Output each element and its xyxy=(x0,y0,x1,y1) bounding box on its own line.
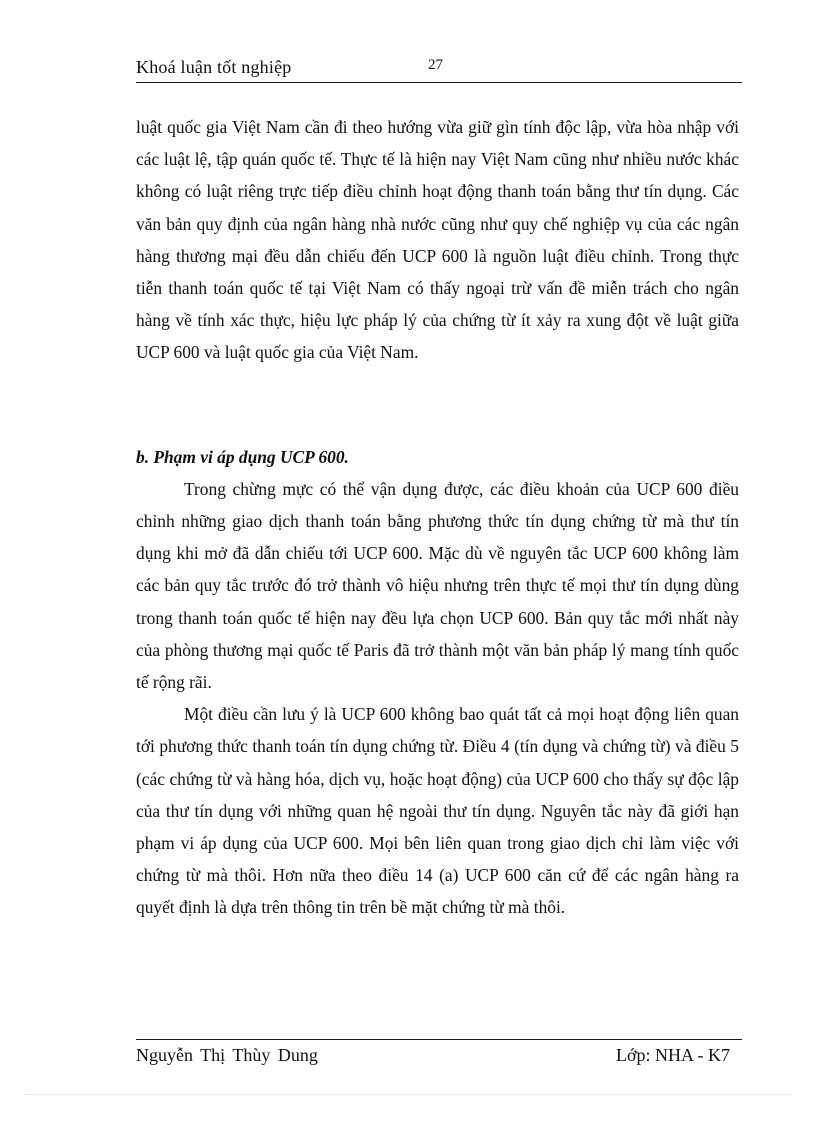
page-header xyxy=(136,52,742,83)
paragraph-note: Một điều cần lưu ý là UCP 600 không bao quát tất cả mọi hoạt động liên quan tới phương thức thanh toán tín dụng chứng từ. Điều 4 (tín dụng và chứng từ) và điều 5 (các chứng từ và hàng hóa, dịch vụ, hoặc hoạt động) của UCP 600 cho thấy sự độc lập của thư tín dụng với những quan hệ ngoài thư tín dụng. Nguyên tắc này đã giới hạn phạm vi áp dụng của UCP 600. Mọi bên liên quan trong giao dịch chỉ làm việc với chứng từ mà thôi. Hơn nữa theo điều 14 (a) UCP 600 căn cứ để các ngân hàng ra quyết định là dựa trên thông tin trên bề mặt chứng từ mà thôi. xyxy=(136,704,739,918)
document-body xyxy=(136,111,739,924)
intro-paragraph: luật quốc gia Việt Nam cần đi theo hướng vừa giữ gìn tính độc lập, vừa hòa nhập với các luật lệ, tập quán quốc tế. Thực tế là hiện nay Việt Nam cũng như nhiều nước khác không có luật riêng trực tiếp điều chỉnh hoạt động thanh toán bằng thư tín dụng. Các văn bản quy định của ngân hàng nhà nước cũng như quy chế nghiệp vụ của các ngân hàng thương mại đều dẫn chiếu đến UCP 600 là nguồn luật điều chỉnh. Trong thực tiễn thanh toán quốc tế tại Việt Nam có thấy ngoại trừ vấn đề miễn trách cho ngân hàng về tính xác thực, hiệu lực pháp lý của chứng từ ít xảy ra xung đột về luật giữa UCP 600 và luật quốc gia của Việt Nam. xyxy=(136,117,739,363)
section-heading: b. Phạm vi áp dụng UCP 600. xyxy=(136,446,349,467)
author-name: Nguyễn Thị Thùy Dung xyxy=(136,1045,318,1065)
class-label: Lớp: NHA - K7 xyxy=(615,1045,730,1065)
paragraph-scope: Trong chừng mực có thể vận dụng được, các điều khoản của UCP 600 điều chỉnh những giao dịch thanh toán bằng phương thức tín dụng chứng từ mà thư tín dụng khi mở đã dẫn chiếu tới UCP 600. Mặc dù về nguyên tắc UCP 600 không làm các bản quy tắc trước đó trở thành vô hiệu nhưng trên thực tế mọi thư tín dụng dùng trong thanh toán quốc tế hiện nay đều lựa chọn UCP 600. Bản quy tắc mới nhất này của phòng thương mại quốc tế Paris đã trở thành một văn bản pháp lý mang tính quốc tế rộng rãi. xyxy=(136,478,739,693)
section-spacer xyxy=(136,369,739,441)
page-bottom-divider xyxy=(24,1094,792,1095)
page-footer xyxy=(136,1039,742,1070)
thesis-title: Khoá luận tốt nghiệp xyxy=(136,57,292,77)
page-number: 27 xyxy=(428,57,443,73)
